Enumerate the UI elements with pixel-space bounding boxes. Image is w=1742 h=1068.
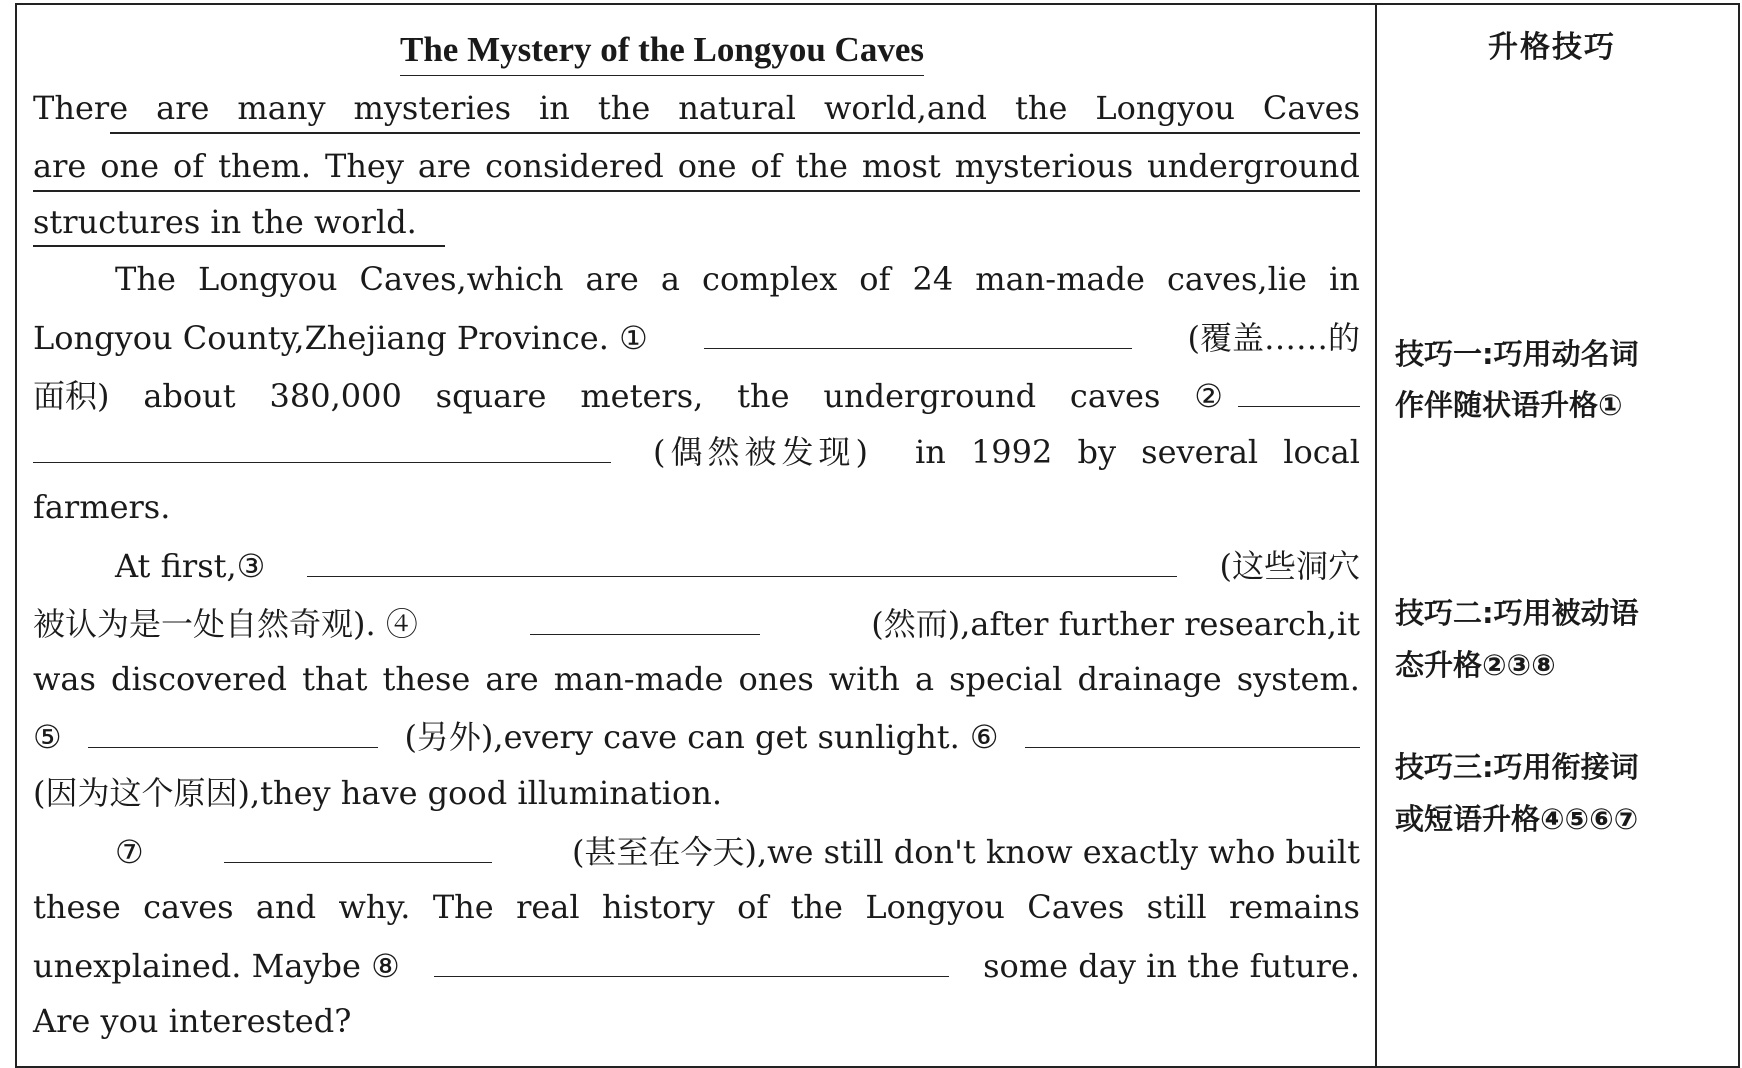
l1-word: the (597, 89, 651, 127)
l11-word: with (828, 660, 900, 698)
l4-word: 24 (912, 260, 954, 298)
column-divider (1375, 3, 1377, 1068)
l15-word: still (1146, 888, 1207, 926)
passage-line-15 (33, 879, 1360, 935)
blank-8[interactable] (434, 936, 949, 977)
l11-word: these (382, 660, 471, 698)
line-5-text: Longyou County,Zhejiang Province. ① (33, 319, 648, 357)
l2-word: them. (218, 147, 312, 185)
l2-word: one (677, 147, 737, 185)
l11-word: that (302, 660, 368, 698)
l4-word: complex (702, 260, 838, 298)
l15-word: Longyou (865, 888, 1005, 926)
l4-word: of (859, 260, 891, 298)
line-10-text: 被认为是一处自然奇观). ④ (33, 605, 418, 643)
l1-word: There (33, 89, 129, 127)
passage-line-13 (33, 765, 1360, 821)
blank-3[interactable] (307, 536, 1177, 577)
passage-line-6 (33, 366, 1360, 422)
line-9-hint: (这些洞穴 (1219, 547, 1360, 585)
l1-word: world,and (823, 89, 987, 127)
l6-word: square (435, 377, 547, 415)
l2-word: most (861, 147, 941, 185)
l6-word: 面积) (33, 377, 110, 415)
l7b-word: by (1077, 433, 1117, 471)
l15-word: caves (143, 888, 234, 926)
l7b-word: several (1141, 433, 1259, 471)
l2-word: of (173, 147, 205, 185)
l7b-word: in (914, 433, 946, 471)
l6-word: 380,000 (269, 377, 402, 415)
l4-word: The (115, 260, 176, 298)
l11-word: system. (1236, 660, 1360, 698)
l6-word: the (737, 377, 790, 415)
l15-word: real (516, 888, 580, 926)
passage-line-10 (33, 594, 1360, 650)
underline-2 (33, 190, 1360, 192)
line-5-hint: (覆盖……的 (1187, 319, 1360, 357)
blank-4[interactable] (530, 594, 760, 635)
l11-word: ones (738, 660, 814, 698)
passage-line-11 (33, 651, 1360, 707)
l6-word: underground (823, 377, 1037, 415)
tip-3-line-1: 技巧三:巧用衔接词 (1395, 750, 1639, 784)
l15-word: and (255, 888, 317, 926)
l1-word: Caves (1262, 89, 1360, 127)
line-17-text: Are you interested? (33, 1002, 352, 1040)
l4-word: caves,lie (1166, 260, 1307, 298)
passage-line-4 (115, 251, 1360, 307)
passage-line-12 (33, 707, 1360, 763)
passage-line-9 (115, 536, 1360, 592)
line-7-hint: (偶然被发现) (653, 433, 873, 471)
l15-word: why. (338, 888, 411, 926)
l1-word: the (1014, 89, 1068, 127)
l11-word: drainage (1077, 660, 1222, 698)
l2-word: considered (485, 147, 664, 185)
l2-word: are (33, 147, 87, 185)
l15-word: the (790, 888, 843, 926)
side-column-header: 升格技巧 (1488, 30, 1616, 65)
l1-word: in (539, 89, 570, 127)
line-12-rest: (另外),every cave can get sunlight. ⑥ (404, 718, 999, 756)
l4-word: are (585, 260, 639, 298)
l2-word: They (324, 147, 404, 185)
l11-word: man-made (553, 660, 724, 698)
l15-word: remains (1228, 888, 1360, 926)
l6-word: meters, (580, 377, 704, 415)
l15-word: of (737, 888, 769, 926)
passage-line-8 (33, 479, 1360, 535)
l11-word: special (949, 660, 1063, 698)
passage-line-16 (33, 936, 1360, 992)
line-13-text: (因为这个原因),they have good illumination. (33, 774, 723, 812)
line-9-text: At first,③ (115, 547, 266, 585)
l15-word: history (601, 888, 715, 926)
blank-5[interactable] (88, 707, 378, 748)
l15-word: these (33, 888, 121, 926)
line-8-text: farmers. (33, 488, 171, 526)
line-16-text: unexplained. Maybe ⑧ (33, 947, 400, 985)
line-3-text: structures in the world. (33, 203, 417, 241)
l7b-word: 1992 (970, 433, 1053, 471)
passage-line-3 (33, 194, 1360, 250)
l4-word: Caves,which (359, 260, 564, 298)
l6-word: ② (1194, 377, 1223, 415)
l1-word: Longyou (1095, 89, 1235, 127)
l11-word: are (485, 660, 539, 698)
passage-line-2 (33, 138, 1360, 194)
tip-3-line-2: 或短语升格④⑤⑥⑦ (1395, 802, 1639, 836)
l1-word: are (156, 89, 210, 127)
blank-2-part-1[interactable] (1238, 366, 1360, 407)
line-16-rest: some day in the future. (983, 947, 1360, 985)
l6-word: caves (1069, 377, 1161, 415)
l2-word: underground (1147, 147, 1360, 185)
l7b-word: local (1283, 433, 1360, 471)
blank-7[interactable] (224, 822, 492, 863)
l4-word: Longyou (197, 260, 338, 298)
passage-line-1 (33, 80, 1360, 136)
tip-2-line-2: 态升格②③⑧ (1395, 648, 1556, 682)
line-12-text: ⑤ (33, 718, 62, 756)
l2-word: the (795, 147, 848, 185)
l6-word: about (143, 377, 236, 415)
l15-word: The (432, 888, 494, 926)
tip-1-line-1: 技巧一:巧用动名词 (1395, 337, 1639, 371)
l2-word: of (750, 147, 782, 185)
passage-title: The Mystery of the Longyou Caves (400, 25, 924, 76)
blank-1[interactable] (704, 308, 1132, 349)
l4-word: man-made (975, 260, 1145, 298)
l11-word: a (914, 660, 935, 698)
l1-word: many (237, 89, 326, 127)
l4-word: a (660, 260, 680, 298)
l1-word: natural (678, 89, 796, 127)
tip-2-line-1: 技巧二:巧用被动语 (1395, 596, 1639, 630)
tip-1-line-2: 作伴随状语升格① (1395, 388, 1623, 422)
underline-3 (33, 245, 445, 247)
passage-line-5 (33, 308, 1360, 364)
blank-2-part-2[interactable] (33, 422, 611, 463)
l2-word: one (100, 147, 160, 185)
passage-line-14 (115, 822, 1360, 878)
underline-1 (110, 132, 1360, 134)
line-14-rest: (甚至在今天),we still don't know exactly who built (571, 833, 1360, 871)
l11-word: was (33, 660, 96, 698)
passage-line-7 (33, 422, 1360, 478)
blank-6[interactable] (1025, 707, 1360, 748)
l2-word: are (417, 147, 472, 185)
l15-word: Caves (1027, 888, 1125, 926)
line-14-text: ⑦ (115, 833, 144, 871)
line-10-rest: (然而),after further research,it (871, 605, 1360, 643)
l2-word: mysterious (954, 147, 1134, 185)
l11-word: discovered (110, 660, 288, 698)
l4-word: in (1329, 260, 1360, 298)
l1-word: mysteries (353, 89, 512, 127)
passage-line-17 (33, 993, 1360, 1049)
